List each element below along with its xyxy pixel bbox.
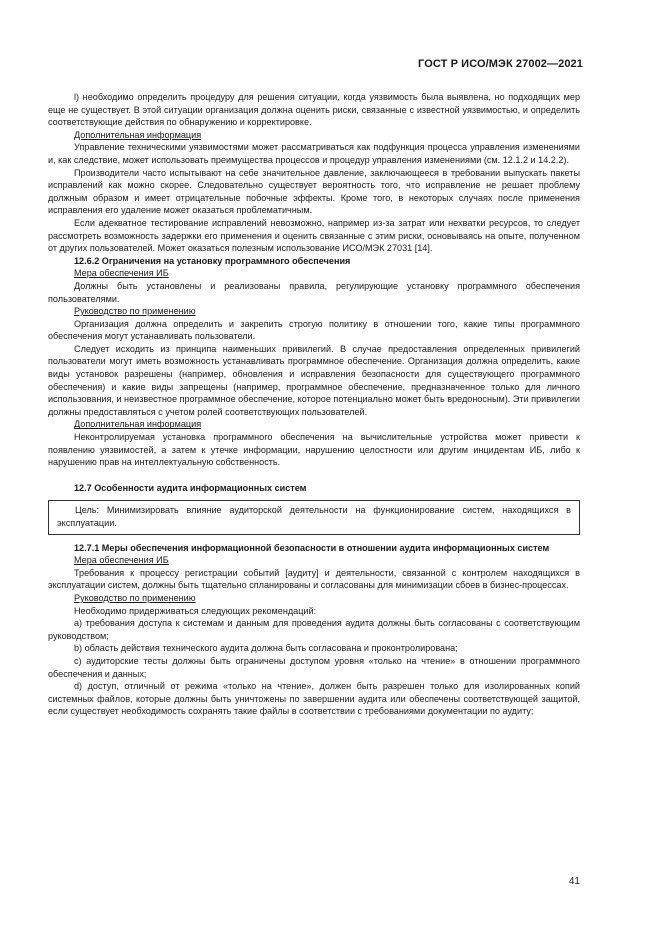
list-item: b) область действия технического аудита должна быть согласована и проконтролирована;	[74, 643, 458, 654]
paragraph: l) необходимо определить процедуру для решения ситуации, когда уязвимость была выявлена, но подходящих мер еще не существует. В этой ситуации организация должна оценить риски, связанные с известной уязвимостью, и определить соответствующие действия по обнаружению и корректировке.	[48, 92, 580, 128]
paragraph: Должны быть установлены и реализованы правила, регулирующие установку программного обеспечения пользователями.	[48, 280, 580, 304]
subheading-guidance: Руководство по применению	[74, 592, 196, 603]
section-heading-12-6-2: 12.6.2 Ограничения на установку программного обеспечения	[74, 255, 351, 266]
document-header: ГОСТ Р ИСО/МЭК 27002—2021	[418, 58, 583, 70]
subheading-additional-info: Дополнительная информация	[74, 129, 202, 140]
paragraph: Необходимо придерживаться следующих рекомендаций:	[74, 605, 317, 616]
paragraph: Управление техническими уязвимостями может рассматриваться как подфункция процесса управления изменениями и, как следствие, может использовать преимущества процессов и процедур управления изменениями (см. 12.1.2 и 14.2.2).	[48, 142, 580, 165]
paragraph: Требования к процессу регистрации событий [аудиту] и деятельности, связанной с контролем находящихся в эксплуатации систем, должны быть тщательно спланированы и согласованы для минимизации сбоев в бизнес-процессах.	[48, 567, 580, 591]
paragraph: Производители часто испытывают на себе значительное давление, заключающееся в требовании выпускать пакеты исправлений как можно скорее. Следовательно существует вероятность того, что исправление не решает проблему должным образом и имеет отрицательные побочные эффекты. Кроме того, в некоторых случаях после применения исправления его удаление может оказаться проблематичным.	[48, 167, 580, 216]
page-body	[48, 91, 580, 718]
paragraph: Неконтролируемая установка программного обеспечения на вычислительные устройства может привести к появлению уязвимостей, а затем к утечке информации, нарушению целостности или другим инцидентам ИБ, либо к нарушению прав на интеллектуальную собственность.	[48, 432, 580, 468]
subheading-guidance: Руководство по применению	[74, 306, 196, 317]
section-heading-12-7: 12.7 Особенности аудита информационных систем	[74, 482, 307, 493]
subheading-measure: Мера обеспечения ИБ	[74, 555, 169, 566]
subheading-measure: Мера обеспечения ИБ	[74, 268, 169, 279]
section-heading-12-7-1: 12.7.1 Меры обеспечения информационной безопасности в отношении аудита информационных систем	[74, 542, 550, 553]
page-number: 41	[568, 876, 580, 887]
paragraph: Если адекватное тестирование исправлений невозможно, например из-за затрат или нехватки ресурсов, то следует рассмотреть возможность задержки его применения и оценить связанные с этим риски, основываясь на опыте, полученном от других пользователей. Может оказаться полезным использование ИСО/МЭК 27031 [14].	[48, 217, 580, 254]
list-item: d) доступ, отличный от режима «только на чтение», должен быть разрешен только для изолированных копий системных файлов, которые должны быть уничтожены по завершении аудита или обеспечены соответствующей защитой, если существует необходимость сохранять такие файлы в соответствии с требованиями документации по аудиту;	[48, 681, 580, 717]
subheading-additional-info: Дополнительная информация	[74, 419, 202, 430]
objective-box: Цель: Минимизировать влияние аудиторской деятельности на функционирование систем, находящихся в эксплуатации.	[48, 500, 580, 534]
list-item: c) аудиторские тесты должны быть ограничены доступом уровня «только на чтение» в отношении программного обеспечения и данных;	[48, 655, 580, 679]
list-item: a) требования доступа к системам и данным для проведения аудита должны быть согласованы с соответствующим руководством;	[48, 618, 580, 641]
paragraph: Организация должна определить и закрепить строгую политику в отношении того, какие типы программного обеспечения могут устанавливать пользователи.	[48, 318, 580, 342]
paragraph: Следует исходить из принципа наименьших привилегий. В случае предоставления определенных привилегий пользователи могут иметь возможность устанавливать программное обеспечение. Организация должна определить, какие виды установок разрешены (например, обновления и исправления безопасности для существующего программного обеспечения) и какие виды запрещены (например, программное обеспечение, предназначенное только для личного использования, и неизвестное программное обеспечение, которое потенциально может быть вредоносным). Эти привилегии должны предоставляться с учетом ролей соответствующих пользователей.	[48, 343, 580, 417]
